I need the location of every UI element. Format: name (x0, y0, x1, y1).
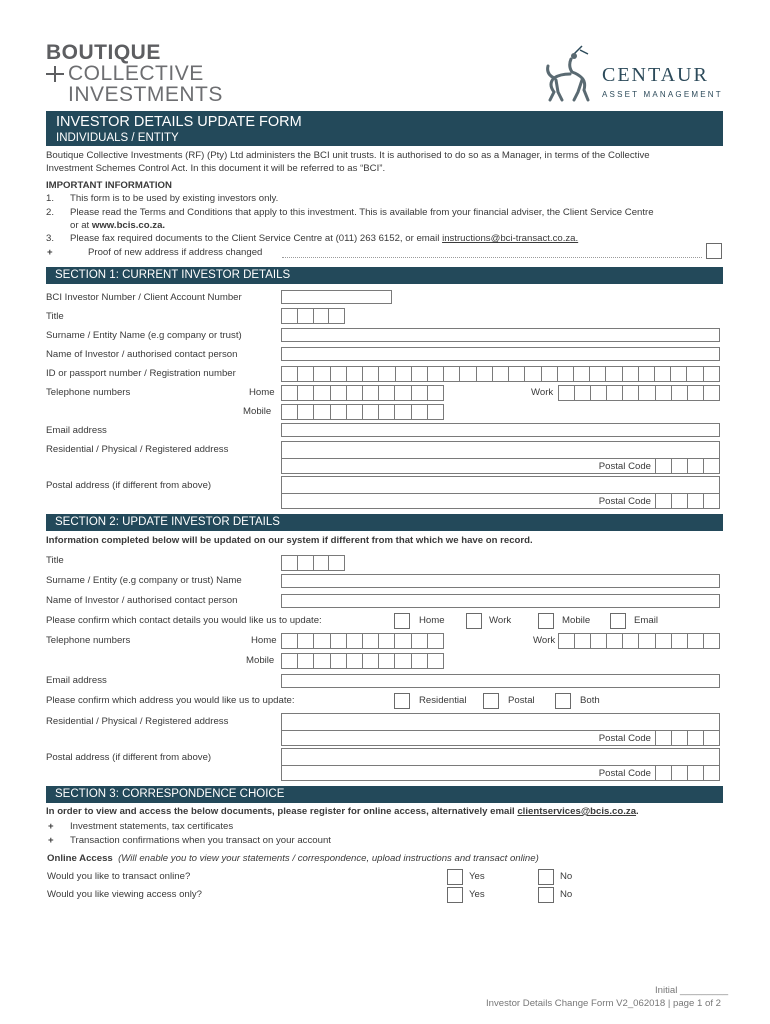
centaur-logo (544, 44, 724, 102)
s2-postal-label: Postal address (if different from above) (46, 752, 212, 763)
proof-address-checkbox[interactable] (706, 243, 722, 259)
s2-home-checkbox[interactable] (394, 613, 410, 629)
item-2-text: Please read the Terms and Conditions that apply to this investment. This is available from your financial adviser, the Client Service Centre (70, 207, 654, 218)
plus-icon (46, 65, 64, 83)
s1-account-input[interactable] (281, 290, 392, 304)
item-4-bullet: + (47, 247, 53, 258)
s1-title-label: Title (46, 311, 64, 322)
s1-mobile-label: Mobile (243, 406, 272, 417)
s2-mobile-label: Mobile (246, 655, 275, 666)
s2-res-postal-code-input[interactable] (655, 730, 719, 746)
s2-surname-label: Surname / Entity (e.g company or trust) Name (46, 575, 242, 586)
s3-q2: Would you like viewing access only? (47, 889, 202, 900)
s2-mobile-input[interactable] (281, 653, 444, 669)
item-2-num: 2. (46, 207, 55, 218)
item-4-text: Proof of new address if address changed (88, 247, 263, 258)
s1-email-label: Email address (46, 425, 107, 436)
s3-intro: In order to view and access the below documents, please register for online access, alternatively email clientservices@bcis.co.za. (46, 806, 639, 817)
s2-investor-label: Name of Investor / authorised contact person (46, 595, 238, 606)
bcis-website[interactable]: www.bcis.co.za. (91, 220, 166, 231)
section1-header: SECTION 1: CURRENT INVESTOR DETAILS (46, 267, 723, 284)
s1-work-input[interactable] (558, 385, 720, 401)
s3-q1-yes: Yes (469, 871, 485, 882)
s3-bullet-2-mark: + (48, 835, 54, 846)
s3-bullet-1-mark: + (48, 821, 54, 832)
footer-doc: Investor Details Change Form V2_062018 | page 1 of 2 (486, 998, 722, 1009)
s1-account-label: BCI Investor Number / Client Account Number (46, 292, 242, 303)
s2-post-postal-code-label: Postal Code (598, 768, 651, 779)
s2-title-label: Title (46, 555, 64, 566)
s1-surname-input[interactable] (281, 328, 720, 342)
s1-postal-input[interactable] (281, 476, 720, 509)
s2-residential-label: Residential / Physical / Registered address (46, 716, 229, 727)
s1-id-label: ID or passport number / Registration number (46, 368, 236, 379)
important-heading: IMPORTANT INFORMATION (46, 180, 172, 191)
section2-header: SECTION 2: UPDATE INVESTOR DETAILS (46, 514, 723, 531)
s2-info: Information completed below will be updated on our system if different from that which we have on record. (46, 535, 533, 546)
s3-online-access: Online Access (Will enable you to view your statements / correspondence, upload instructions and transact online) (47, 853, 539, 864)
s1-investor-input[interactable] (281, 347, 720, 361)
s2-opt-email: Email (634, 615, 658, 626)
s2-confirm-address-label: Please confirm which address you would like us to update: (46, 695, 295, 706)
form-header (46, 111, 723, 146)
s1-id-input[interactable] (281, 366, 720, 382)
s3-q1-yes-checkbox[interactable] (447, 869, 463, 885)
s2-investor-input[interactable] (281, 594, 720, 608)
s1-post-postal-code-label: Postal Code (598, 496, 651, 507)
s2-residential-input[interactable] (281, 713, 720, 746)
bci-logo-line2: COLLECTIVE (68, 62, 204, 85)
s1-home-label: Home (249, 387, 275, 398)
s1-residential-label: Residential / Physical / Registered address (46, 444, 229, 455)
s2-confirm-contact-label: Please confirm which contact details you would like us to update: (46, 615, 322, 626)
item-1-text: This form is to be used by existing investors only. (70, 193, 279, 204)
s2-opt-work: Work (489, 615, 512, 626)
s2-email-input[interactable] (281, 674, 720, 688)
s1-residential-input[interactable] (281, 441, 720, 474)
s2-opt-home: Home (419, 615, 445, 626)
s2-email-checkbox[interactable] (610, 613, 626, 629)
s1-postal-label: Postal address (if different from above) (46, 480, 212, 491)
s2-residential-checkbox[interactable] (394, 693, 410, 709)
s2-opt-both: Both (580, 695, 600, 706)
s2-postal-input[interactable] (281, 748, 720, 781)
s2-opt-residential: Residential (419, 695, 467, 706)
s1-email-input[interactable] (281, 423, 720, 437)
section3-header: SECTION 3: CORRESPONDENCE CHOICE (46, 786, 723, 803)
instructions-email-link[interactable]: instructions@bci-transact.co.za. (442, 233, 579, 244)
s2-opt-postal: Postal (508, 695, 535, 706)
s3-q2-yes: Yes (469, 889, 485, 900)
s3-q1-no: No (560, 871, 573, 882)
s2-email-label: Email address (46, 675, 107, 686)
item-2b: or at www.bcis.co.za. (70, 220, 166, 231)
s2-both-checkbox[interactable] (555, 693, 571, 709)
s2-res-postal-code-label: Postal Code (598, 733, 651, 744)
bci-logo-line1: BOUTIQUE (46, 41, 161, 64)
s2-mobile-checkbox[interactable] (538, 613, 554, 629)
s2-home-input[interactable] (281, 633, 444, 649)
s2-postal-checkbox[interactable] (483, 693, 499, 709)
s2-work-input[interactable] (558, 633, 720, 649)
s3-bullet-1: Investment statements, tax certificates (70, 821, 234, 832)
s3-q2-yes-checkbox[interactable] (447, 887, 463, 903)
intro-line2: Investment Schemes Control Act. In this document it will be referred to as “BCI”. (46, 163, 386, 174)
form-title: INVESTOR DETAILS UPDATE FORM (56, 114, 302, 130)
s1-tel-label: Telephone numbers (46, 387, 131, 398)
item-3-num: 3. (46, 233, 55, 244)
proof-dotline (282, 257, 702, 258)
form-subtitle: INDIVIDUALS / ENTITY (56, 132, 179, 144)
item-1-num: 1. (46, 193, 55, 204)
s2-work-label: Work (533, 635, 556, 646)
s2-home-label: Home (251, 635, 277, 646)
s3-q2-no-checkbox[interactable] (538, 887, 554, 903)
s2-post-postal-code-input[interactable] (655, 765, 719, 781)
s3-bullet-2: Transaction confirmations when you transact on your account (70, 835, 331, 846)
s1-post-postal-code-input[interactable] (655, 493, 719, 509)
s1-mobile-input[interactable] (281, 404, 444, 420)
s1-res-postal-code-input[interactable] (655, 458, 719, 474)
s1-work-label: Work (531, 387, 554, 398)
clientservices-email-link[interactable]: clientservices@bcis.co.za (517, 806, 637, 817)
s2-title-input[interactable] (281, 555, 345, 571)
s1-surname-label: Surname / Entity Name (e.g company or trust) (46, 330, 242, 341)
centaur-icon (544, 44, 600, 102)
bci-logo (46, 42, 226, 105)
s2-opt-mobile: Mobile (562, 615, 591, 626)
intro-line1: Boutique Collective Investments (RF) (Pty) Ltd administers the BCI unit trusts. It is authorised to do so as a Manager, in terms of the Collective (46, 150, 650, 161)
item-3-text: Please fax required documents to the Client Service Centre at (011) 263 6152, or email instructions@bci-transact.co.za. (70, 233, 579, 244)
s2-tel-label: Telephone numbers (46, 635, 131, 646)
s3-q2-no: No (560, 889, 573, 900)
s2-work-checkbox[interactable] (466, 613, 482, 629)
s1-investor-label: Name of Investor / authorised contact person (46, 349, 238, 360)
s1-title-input[interactable] (281, 308, 345, 324)
s1-home-input[interactable] (281, 385, 444, 401)
footer-initial: Initial _________ (655, 985, 729, 996)
centaur-brand: CENTAUR (602, 64, 709, 86)
s2-surname-input[interactable] (281, 574, 720, 588)
bci-logo-line3: INVESTMENTS (68, 83, 223, 106)
centaur-sub: ASSET MANAGEMENT (602, 90, 723, 99)
s1-res-postal-code-label: Postal Code (598, 461, 651, 472)
s3-q1-no-checkbox[interactable] (538, 869, 554, 885)
s3-q1: Would you like to transact online? (47, 871, 191, 882)
